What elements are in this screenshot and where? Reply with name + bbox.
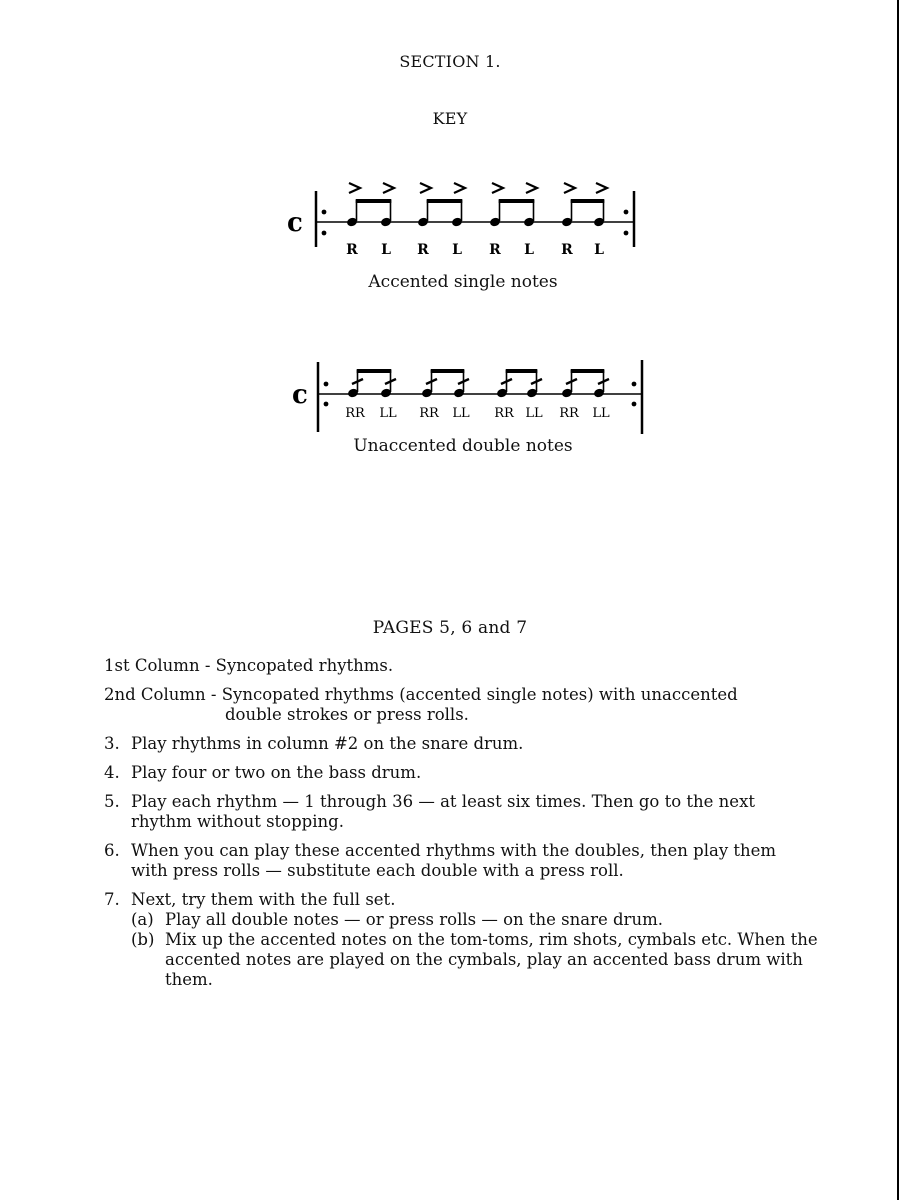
sticking-label: RR	[345, 406, 365, 421]
substep-mark: (a)	[131, 910, 154, 929]
sticking-label: RR	[419, 406, 439, 421]
sticking-label: LL	[452, 406, 470, 421]
step-text: Play four or two on the bass drum.	[131, 763, 422, 782]
step-text-line2: with press rolls — substitute each double with a press roll.	[131, 861, 624, 880]
sticking-label: LL	[592, 406, 610, 421]
column1-instruction	[104, 656, 844, 676]
pages-heading: PAGES 5, 6 and 7	[372, 618, 528, 638]
step-text: Play rhythms in column #2 on the snare drum.	[131, 734, 524, 753]
step-4	[104, 763, 844, 783]
substep-text-line2: accented notes are played on the cymbals, play an accented bass drum with	[165, 950, 803, 969]
column2-instruction	[104, 685, 844, 725]
beam	[571, 369, 605, 373]
time-signature-1: c	[287, 208, 303, 238]
caption-accented-singles: Accented single notes	[368, 272, 558, 292]
sticking-label: R	[417, 242, 429, 258]
time-signature-2: c	[292, 380, 308, 410]
sticking-label: L	[452, 242, 462, 258]
step-5	[104, 792, 844, 832]
step-text: Next, try them with the full set.	[131, 890, 396, 909]
sticking-label: L	[381, 242, 391, 258]
column1-text: Syncopated rhythms.	[215, 656, 394, 675]
step-number: 6.	[104, 841, 120, 860]
sticking-label: R	[561, 242, 573, 258]
caption-unaccented-doubles: Unaccented double notes	[353, 436, 573, 456]
step-number: 4.	[104, 763, 120, 782]
sticking-label: R	[489, 242, 501, 258]
sticking-label: RR	[559, 406, 579, 421]
repeat-dot-2b	[324, 402, 329, 407]
substep-mark: (b)	[131, 930, 155, 949]
substep-b	[104, 930, 844, 990]
step-3	[104, 734, 844, 754]
sticking-label: LL	[379, 406, 397, 421]
column2-line1: Syncopated rhythms (accented single notes) with unaccented	[221, 685, 738, 704]
step-6	[104, 841, 844, 881]
beam	[431, 369, 465, 373]
sticking-label: RR	[494, 406, 514, 421]
sticking-label: L	[524, 242, 534, 258]
step-text-line1: When you can play these accented rhythms with the doubles, then play them	[131, 841, 777, 860]
step-number: 7.	[104, 890, 120, 909]
substep-text: Play all double notes — or press rolls — on the snare drum.	[165, 910, 663, 929]
sticking-label: L	[594, 242, 604, 258]
repeat-dot-2c	[632, 382, 637, 387]
substep-text-line1: Mix up the accented notes on the tom-toms, rim shots, cymbals etc. When the	[165, 930, 818, 949]
section-title: SECTION 1.	[399, 52, 501, 71]
step-text-line1: Play each rhythm — 1 through 36 — at least six times. Then go to the next	[131, 792, 756, 811]
sticking-label: LL	[525, 406, 543, 421]
note-group-2	[345, 369, 610, 421]
step-7	[104, 890, 844, 910]
key-title: KEY	[432, 109, 468, 128]
sticking-label: R	[346, 242, 358, 258]
beam	[506, 369, 538, 373]
repeat-dot-2a	[324, 382, 329, 387]
step-number: 5.	[104, 792, 120, 811]
column2-line2: double strokes or press rolls.	[225, 705, 469, 724]
column2-label: 2nd Column -	[104, 685, 217, 704]
substep-a	[104, 910, 844, 930]
step-number: 3.	[104, 734, 120, 753]
column1-label: 1st Column -	[104, 656, 211, 675]
instructions	[104, 656, 844, 990]
substep-text-line3: them.	[165, 970, 213, 989]
step-text-line2: rhythm without stopping.	[131, 812, 344, 831]
repeat-dot-2d	[632, 402, 637, 407]
beam	[357, 369, 392, 373]
